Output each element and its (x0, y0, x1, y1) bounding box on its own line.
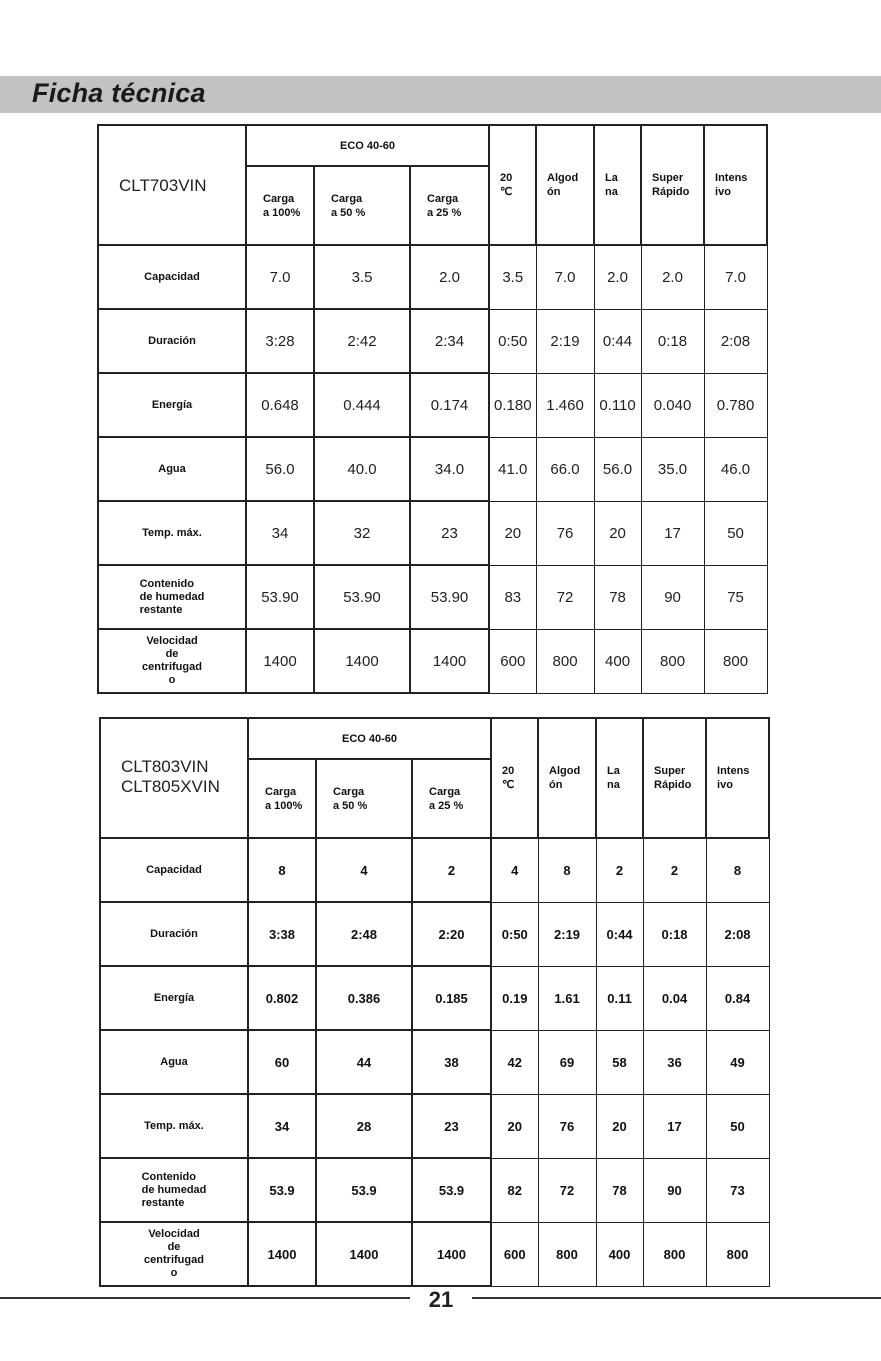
table-cell: 69 (538, 1030, 596, 1094)
program-header (641, 125, 704, 245)
table-cell: 56.0 (246, 437, 314, 501)
table-cell: 600 (491, 1222, 538, 1286)
row-label-text: Temp. máx. (144, 1119, 204, 1132)
row-label (98, 501, 246, 565)
table-cell: 0.04 (643, 966, 706, 1030)
table-cell: 2 (596, 838, 643, 902)
table-cell: 50 (706, 1094, 769, 1158)
row-label (100, 1158, 248, 1222)
program-label: Super Rápido (654, 765, 692, 791)
table-cell: 8 (248, 838, 316, 902)
row-label-text: Duración (150, 927, 198, 940)
program-header (594, 125, 641, 245)
table-cell: 800 (641, 629, 704, 693)
table-cell: 800 (706, 1222, 769, 1286)
table-cell: 20 (594, 501, 641, 565)
table-cell: 2:08 (704, 309, 767, 373)
table-cell: 53.90 (314, 565, 410, 629)
table-cell: 4 (491, 838, 538, 902)
table-row (98, 629, 767, 693)
table-row (98, 565, 767, 629)
table-cell: 0.84 (706, 966, 769, 1030)
table-cell: 73 (706, 1158, 769, 1222)
table-cell: 41.0 (489, 437, 536, 501)
table-cell: 2:34 (410, 309, 489, 373)
table-cell: 2:19 (536, 309, 594, 373)
program-label: Algod ón (549, 765, 581, 791)
row-label-text: Agua (158, 462, 186, 475)
spec-table-clt703vin (97, 124, 768, 694)
table-cell: 800 (538, 1222, 596, 1286)
table-cell: 53.9 (248, 1158, 316, 1222)
row-label (98, 373, 246, 437)
table-cell: 75 (704, 565, 767, 629)
table-cell: 76 (538, 1094, 596, 1158)
table-cell: 2 (643, 838, 706, 902)
table-cell: 17 (643, 1094, 706, 1158)
table-cell: 78 (596, 1158, 643, 1222)
table-cell: 40.0 (314, 437, 410, 501)
program-label: Intens ivo (715, 172, 748, 198)
row-label-text: Agua (160, 1055, 188, 1068)
table-cell: 0.174 (410, 373, 489, 437)
table-cell: 76 (536, 501, 594, 565)
table-cell: 0:50 (489, 309, 536, 373)
table-cell: 0.802 (248, 966, 316, 1030)
table-cell: 46.0 (704, 437, 767, 501)
table-row (100, 1158, 769, 1222)
load-label: Carga a 25 % (429, 785, 464, 812)
table-cell: 72 (536, 565, 594, 629)
table-row (100, 1222, 769, 1286)
table-cell: 2.0 (594, 245, 641, 309)
row-label (100, 838, 248, 902)
table-row (100, 1094, 769, 1158)
load-header (316, 759, 412, 838)
table-cell: 38 (412, 1030, 491, 1094)
table-cell: 1.460 (536, 373, 594, 437)
table-cell: 32 (314, 501, 410, 565)
row-label (100, 902, 248, 966)
table-cell: 90 (641, 565, 704, 629)
load-header (412, 759, 491, 838)
program-label: Intens ivo (717, 765, 750, 791)
table-cell: 36 (643, 1030, 706, 1094)
load-label: Carga a 50 % (333, 785, 368, 812)
model-name: CLT803VIN CLT805XVIN (100, 718, 248, 838)
table-cell: 3:28 (246, 309, 314, 373)
table-cell: 0.185 (412, 966, 491, 1030)
program-header (706, 718, 769, 838)
program-header (596, 718, 643, 838)
table-cell: 3.5 (489, 245, 536, 309)
table-cell: 800 (536, 629, 594, 693)
table-cell: 20 (596, 1094, 643, 1158)
row-label-text: Energía (151, 398, 193, 411)
table-cell: 1400 (248, 1222, 316, 1286)
table-row (98, 245, 767, 309)
table-cell: 8 (706, 838, 769, 902)
table-cell: 34 (246, 501, 314, 565)
table-cell: 2:48 (316, 902, 412, 966)
table-cell: 82 (491, 1158, 538, 1222)
row-label-text: Temp. máx. (142, 526, 202, 539)
table-cell: 0.386 (316, 966, 412, 1030)
table-cell: 2:20 (412, 902, 491, 966)
row-label (100, 1030, 248, 1094)
program-header (538, 718, 596, 838)
table-cell: 0.110 (594, 373, 641, 437)
table-cell: 600 (489, 629, 536, 693)
table-cell: 3.5 (314, 245, 410, 309)
table-cell: 83 (489, 565, 536, 629)
table-cell: 53.90 (410, 565, 489, 629)
program-header (536, 125, 594, 245)
table-cell: 50 (704, 501, 767, 565)
program-label: La na (607, 765, 620, 791)
program-header (489, 125, 536, 245)
table-cell: 0.780 (704, 373, 767, 437)
table-row (100, 1030, 769, 1094)
footer-rule-left (0, 1297, 410, 1299)
load-label: Carga a 50 % (331, 192, 366, 219)
table-cell: 53.9 (412, 1158, 491, 1222)
table-cell: 0:18 (641, 309, 704, 373)
program-label: 20 ℃ (502, 765, 515, 791)
footer-rule-right (472, 1297, 881, 1299)
row-label (100, 966, 248, 1030)
row-label-text: Contenido de humedad restante (141, 1170, 207, 1209)
table-cell: 2:42 (314, 309, 410, 373)
page-number: 21 (428, 1287, 454, 1312)
row-label-text: Velocidad de centrifugad o (144, 1228, 204, 1279)
table-row (100, 902, 769, 966)
eco-group-header: ECO 40-60 (248, 718, 491, 759)
program-label: La na (605, 172, 618, 198)
load-label: Carga a 25 % (427, 192, 462, 219)
row-label-text: Capacidad (146, 863, 202, 876)
table-cell: 20 (491, 1094, 538, 1158)
row-label (98, 437, 246, 501)
table-cell: 400 (594, 629, 641, 693)
table-cell: 1400 (316, 1222, 412, 1286)
row-label (98, 565, 246, 629)
table-cell: 0.648 (246, 373, 314, 437)
table-cell: 7.0 (536, 245, 594, 309)
table-cell: 7.0 (246, 245, 314, 309)
table-cell: 1400 (412, 1222, 491, 1286)
row-label (100, 1094, 248, 1158)
table-cell: 60 (248, 1030, 316, 1094)
table-cell: 0:50 (491, 902, 538, 966)
program-label: 20 ℃ (500, 172, 513, 198)
table-cell: 44 (316, 1030, 412, 1094)
model-name: CLT703VIN (98, 125, 246, 245)
table-cell: 2.0 (641, 245, 704, 309)
row-label (100, 1222, 248, 1286)
table-cell: 90 (643, 1158, 706, 1222)
spec-table-clt803vin (99, 717, 770, 1287)
table-cell: 42 (491, 1030, 538, 1094)
table-cell: 4 (316, 838, 412, 902)
program-header (643, 718, 706, 838)
table-cell: 0.19 (491, 966, 538, 1030)
table-cell: 66.0 (536, 437, 594, 501)
table-row (98, 309, 767, 373)
table-cell: 20 (489, 501, 536, 565)
load-label: Carga a 100% (263, 192, 301, 219)
eco-group-header: ECO 40-60 (246, 125, 489, 166)
table-cell: 1400 (246, 629, 314, 693)
table-cell: 0.11 (596, 966, 643, 1030)
row-label-text: Velocidad de centrifugad o (142, 635, 202, 686)
table-cell: 49 (706, 1030, 769, 1094)
table-cell: 78 (594, 565, 641, 629)
row-label-text: Capacidad (144, 270, 200, 283)
table-cell: 23 (410, 501, 489, 565)
table-cell: 1.61 (538, 966, 596, 1030)
table-cell: 800 (643, 1222, 706, 1286)
table-cell: 0:18 (643, 902, 706, 966)
program-header (491, 718, 538, 838)
table-cell: 34.0 (410, 437, 489, 501)
table-cell: 0:44 (594, 309, 641, 373)
table-cell: 23 (412, 1094, 491, 1158)
load-header (314, 166, 410, 245)
row-label (98, 629, 246, 693)
row-label (98, 245, 246, 309)
table-cell: 1400 (314, 629, 410, 693)
table-cell: 0.040 (641, 373, 704, 437)
table-row (98, 373, 767, 437)
table-row (98, 501, 767, 565)
table-cell: 8 (538, 838, 596, 902)
table-cell: 53.9 (316, 1158, 412, 1222)
table-row (100, 966, 769, 1030)
table-cell: 28 (316, 1094, 412, 1158)
load-header (410, 166, 489, 245)
table-cell: 72 (538, 1158, 596, 1222)
table-row (98, 437, 767, 501)
program-label: Super Rápido (652, 172, 690, 198)
table-cell: 3:38 (248, 902, 316, 966)
table-cell: 56.0 (594, 437, 641, 501)
row-label-text: Contenido de humedad restante (139, 577, 205, 616)
program-label: Algod ón (547, 172, 579, 198)
table-cell: 17 (641, 501, 704, 565)
table-cell: 34 (248, 1094, 316, 1158)
section-title: Ficha técnica (32, 78, 206, 108)
load-header (248, 759, 316, 838)
row-label (98, 309, 246, 373)
table-cell: 0.180 (489, 373, 536, 437)
table-cell: 400 (596, 1222, 643, 1286)
row-label-text: Duración (148, 334, 196, 347)
table-cell: 800 (704, 629, 767, 693)
program-header (704, 125, 767, 245)
table-cell: 0.444 (314, 373, 410, 437)
table-cell: 58 (596, 1030, 643, 1094)
table-cell: 2:19 (538, 902, 596, 966)
table-cell: 53.90 (246, 565, 314, 629)
row-label-text: Energía (153, 991, 195, 1004)
table-cell: 7.0 (704, 245, 767, 309)
table-row (100, 838, 769, 902)
table-cell: 35.0 (641, 437, 704, 501)
table-cell: 2 (412, 838, 491, 902)
table-cell: 2.0 (410, 245, 489, 309)
load-label: Carga a 100% (265, 785, 303, 812)
table-cell: 1400 (410, 629, 489, 693)
table-cell: 2:08 (706, 902, 769, 966)
table-cell: 0:44 (596, 902, 643, 966)
load-header (246, 166, 314, 245)
